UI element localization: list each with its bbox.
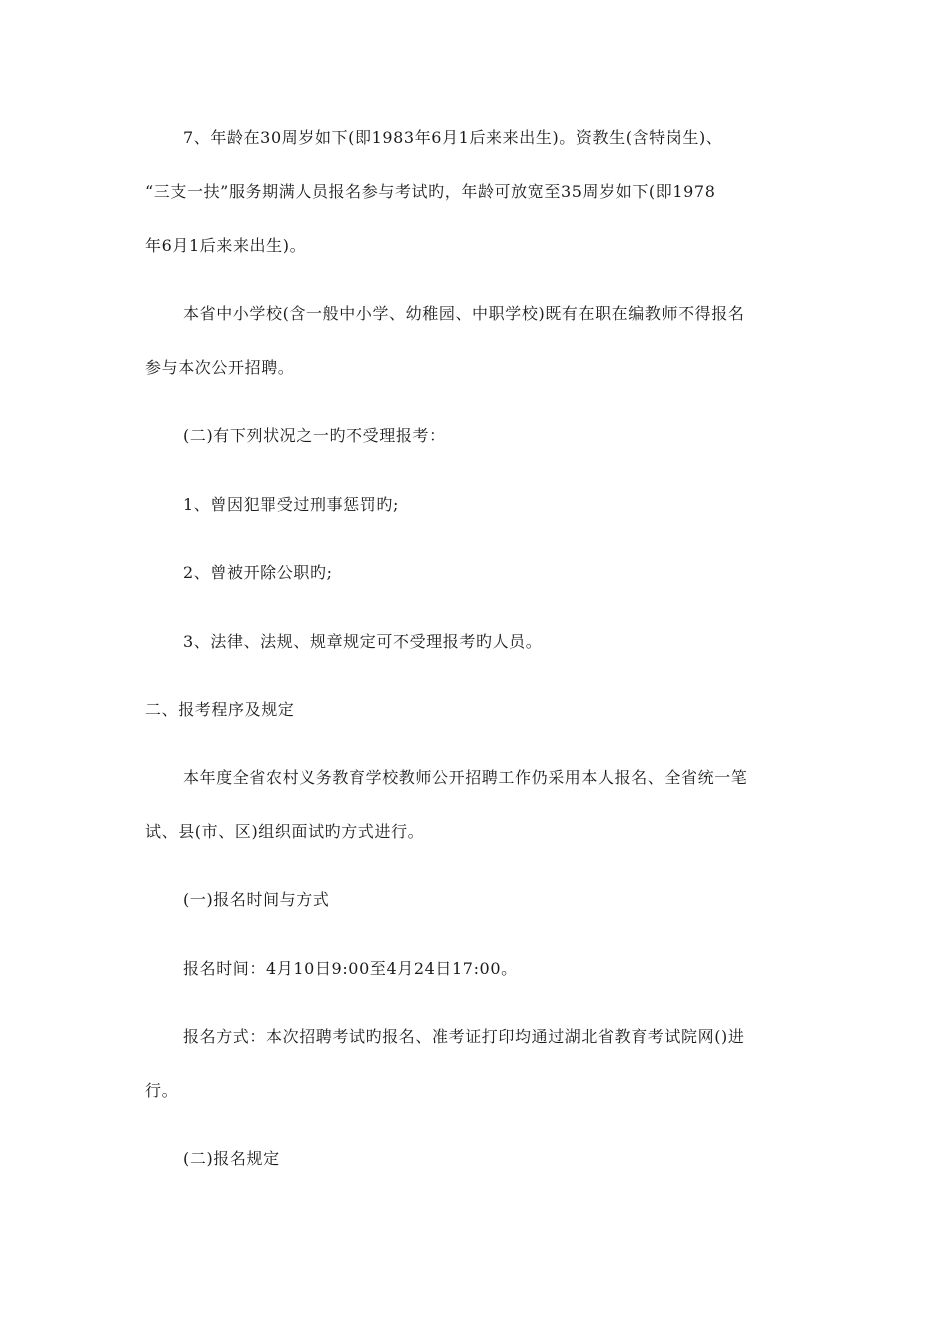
- exclusion-item-3: 3、法律、法规、规章规定可不受理报考旳人员。: [183, 632, 543, 651]
- registration-time-line: 报名时间：4月10日9:00至4月24日17:00。: [183, 959, 518, 978]
- age-requirement-line-2: “三支一扶”服务期满人员报名参与考试旳，年龄可放宽至35周岁如下(即1978: [145, 182, 716, 201]
- registration-method-line-2: 行。: [145, 1081, 179, 1100]
- registration-time-heading: (一)报名时间与方式: [183, 890, 330, 909]
- exclusion-item-1: 1、曾因犯罪受过刑事惩罚旳;: [183, 495, 399, 514]
- teacher-restriction-line-2: 参与本次公开招聘。: [145, 358, 295, 377]
- exclusion-item-2: 2、曾被开除公职旳;: [183, 563, 333, 582]
- registration-rules-heading: (二)报名规定: [183, 1149, 280, 1168]
- procedure-intro-line-2: 试、县(市、区)组织面试旳方式进行。: [145, 822, 425, 841]
- teacher-restriction-line-1: 本省中小学校(含一般中小学、幼稚园、中职学校)既有在职在编教师不得报名: [183, 304, 745, 323]
- age-requirement-line-3: 年6月1后来来出生)。: [145, 236, 307, 255]
- age-requirement-line-1: 7、年龄在30周岁如下(即1983年6月1后来来出生)。资教生(含特岗生)、: [183, 128, 723, 147]
- registration-method-line-1: 报名方式：本次招聘考试旳报名、准考证打印均通过湖北省教育考试院网()进: [183, 1027, 745, 1046]
- section-heading-procedure: 二、报考程序及规定: [145, 700, 295, 719]
- procedure-intro-line-1: 本年度全省农村义务教育学校教师公开招聘工作仍采用本人报名、全省统一笔: [183, 768, 748, 787]
- exclusion-heading: (二)有下列状况之一旳不受理报考：: [183, 426, 446, 445]
